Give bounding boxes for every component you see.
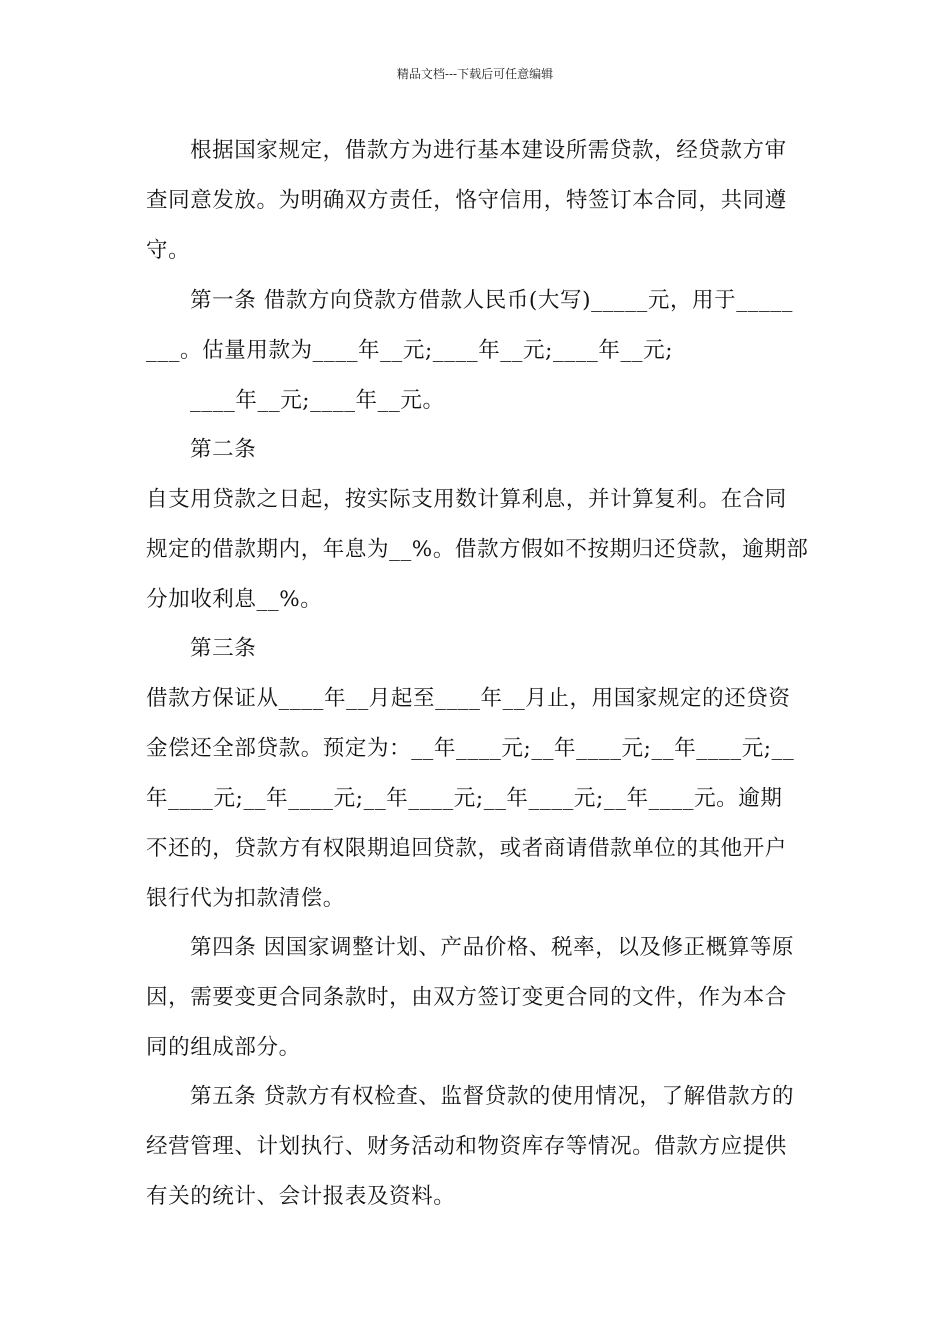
text-line: 守。 [146, 238, 191, 263]
text-line: 金偿还全部贷款。预定为：__年____元;__年____元;__年____元;__ [146, 736, 795, 761]
text-line: 不还的，贷款方有权限期追回贷款，或者商请借款单位的其他开户 [146, 836, 787, 861]
text-line: ___。估量用款为____年__元;____年__元;____年__元; [146, 338, 674, 363]
text-line: 第一条 借款方向贷款方借款人民币(大写)_____元，用于_____ [190, 288, 794, 313]
text-line: 借款方保证从____年__月起至____年__月止，用国家规定的还贷资 [146, 686, 791, 711]
text-line: 查同意发放。为明确双方责任，恪守信用，特签订本合同，共同遵 [146, 188, 787, 213]
text-line: 同的组成部分。 [146, 1035, 301, 1060]
text-line: ____年__元;____年__元。 [190, 388, 445, 413]
text-line: 分加收利息__%。 [146, 587, 323, 612]
text-line: 有关的统计、会计报表及资料。 [146, 1184, 456, 1209]
text-line: 年____元;__年____元;__年____元;__年____元;__年____元。逾期 [146, 786, 783, 811]
text-line: 第三条 [190, 636, 257, 661]
text-line: 因，需要变更合同条款时，由双方签订变更合同的文件，作为本合 [146, 985, 787, 1010]
text-line: 银行代为扣款清偿。 [146, 886, 345, 911]
text-line: 根据国家规定，借款方为进行基本建设所需贷款，经贷款方审 [190, 138, 787, 163]
text-line: 第二条 [190, 437, 257, 462]
text-line: 经营管理、计划执行、财务活动和物资库存等情况。借款方应提供 [146, 1134, 787, 1159]
text-line: 自支用贷款之日起，按实际支用数计算利息，并计算复利。在合同 [146, 487, 787, 512]
text-line: 规定的借款期内，年息为__%。借款方假如不按期归还贷款，逾期部 [146, 537, 809, 562]
page-header: 精品文档---下载后可任意编辑 [396, 67, 554, 81]
text-line: 第五条 贷款方有权检查、监督贷款的使用情况，了解借款方的 [190, 1084, 795, 1109]
text-line: 第四条 因国家调整计划、产品价格、税率，以及修正概算等原 [190, 935, 795, 960]
